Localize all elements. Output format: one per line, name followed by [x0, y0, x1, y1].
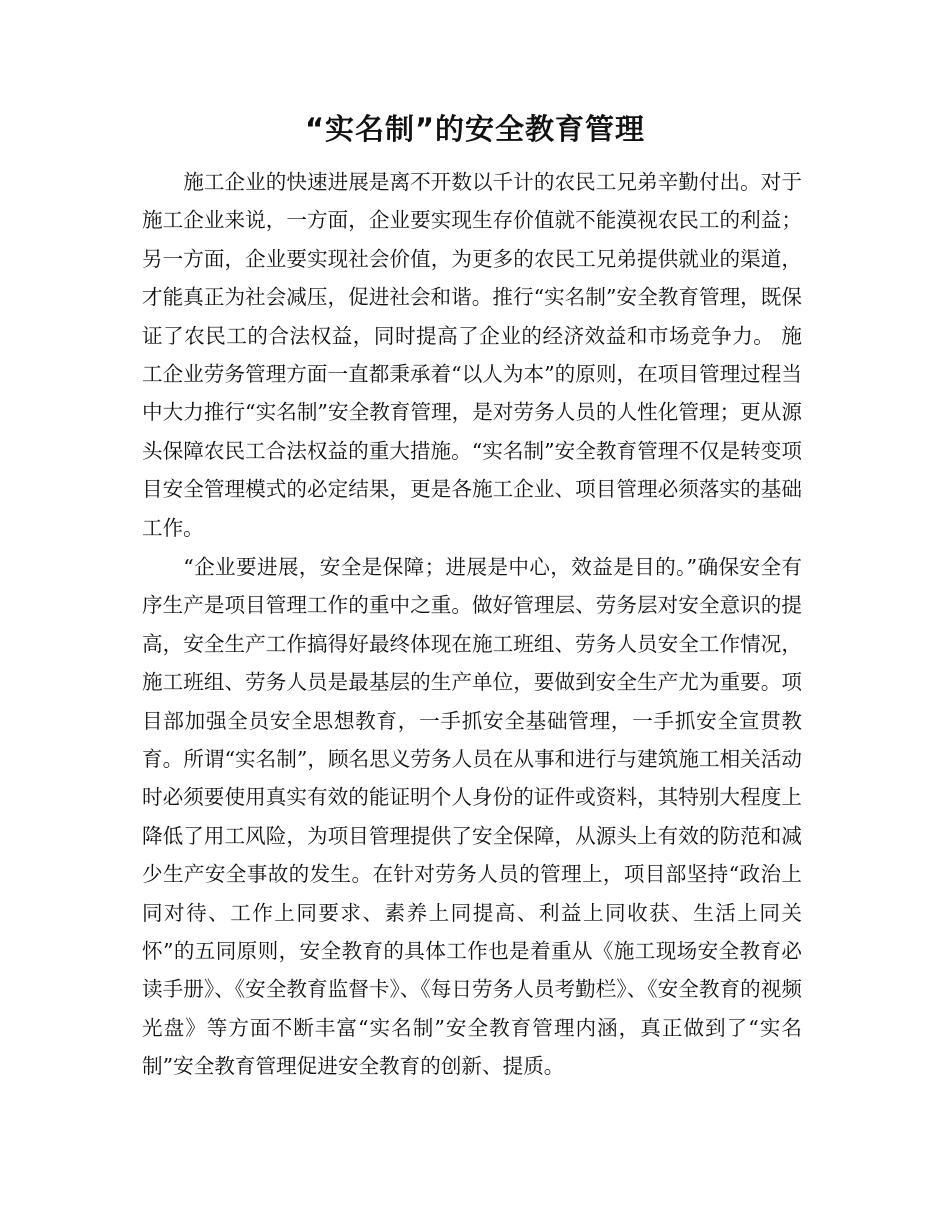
paragraph-1: 施工企业的快速进展是离不开数以千计的农民工兄弟辛勤付出。对于施工企业来说，一方面，企业要实现生存价值就不能漠视农民工的利益；另一方面，企业要实现社会价值，为更多的农民工兄弟提供就业的渠道，才能真正为社会减压，促进社会和谐。推行“实名制”安全教育管理，既保证了农民工的合法权益，同时提高了企业的经济效益和市场竞争力。 施工企业劳务管理方面一直都秉承着“以人为本”的原则，在项目管理过程当中大力推行“实名制”安全教育管理，是对劳务人员的人性化管理；更从源头保障农民工合法权益的重大措施。“实名制”安全教育管理不仅是转变项目安全管理模式的必定结果，更是各施工企业、项目管理必须落实的基础工作。 — [142, 170, 802, 540]
document-title: “实名制”的安全教育管理 — [304, 112, 646, 146]
paragraph-2: “企业要进展，安全是保障；进展是中心，效益是目的。”确保安全有序生产是项目管理工作的重中之重。做好管理层、劳务层对安全意识的提高，安全生产工作搞得好最终体现在施工班组、劳务人员安全工作情况，施工班组、劳务人员是最基层的生产单位，要做到安全生产尤为重要。项目部加强全员安全思想教育，一手抓安全基础管理，一手抓安全宣贯教育。所谓“实名制”，顾名思义劳务人员在从事和进行与建筑施工相关活动时必须要使用真实有效的能证明个人身份的证件或资料，其特别大程度上降低了用工风险，为项目管理提供了安全保障，从源头上有效的防范和减少生产安全事故的发生。在针对劳务人员的管理上，项目部坚持“政治上同对待、工作上同要求、素养上同提高、利益上同收获、生活上同关怀”的五同原则，安全教育的具体工作也是着重从《施工现场安全教育必读手册》、《安全教育监督卡》、《每日劳务人员考勤栏》、《安全教育的视频光盘》等方面不断丰富“实名制”安全教育管理内涵，真正做到了“实名制”安全教育管理促进安全教育的创新、提质。 — [142, 555, 802, 1079]
